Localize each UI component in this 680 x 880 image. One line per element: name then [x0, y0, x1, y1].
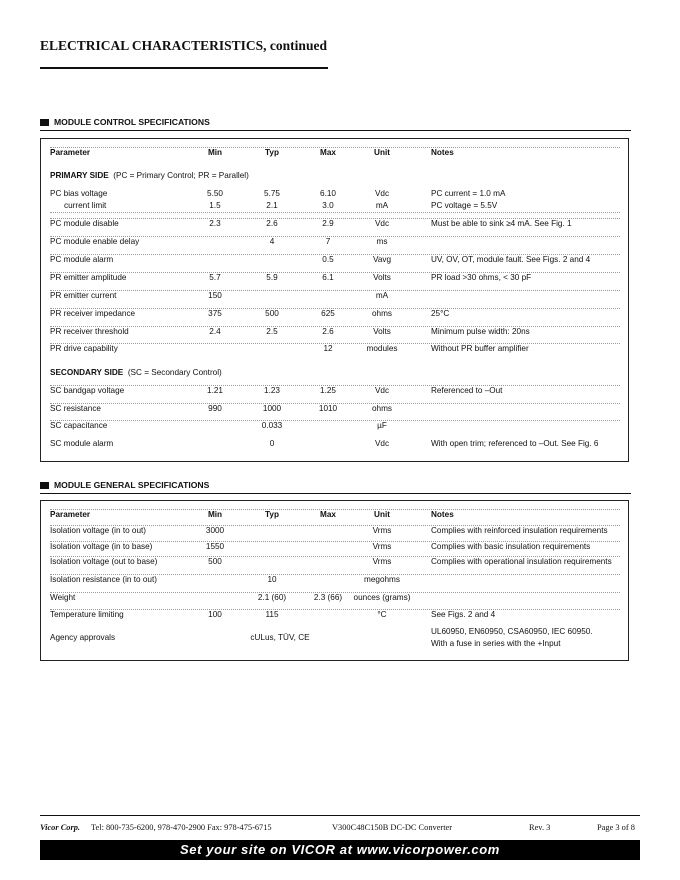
param-cell: Weight — [50, 593, 76, 602]
title-underline — [40, 67, 328, 69]
unit-cell: mA — [375, 201, 389, 210]
notes-cell: PR load >30 ohms, < 30 pF — [431, 273, 532, 282]
unit-cell: Vrms — [372, 542, 392, 551]
unit-cell: Vdc — [374, 439, 390, 448]
typ-cell: 10 — [267, 575, 277, 584]
min-cell: 1.21 — [207, 386, 223, 395]
control-spec-table — [40, 138, 629, 462]
control-section-title: MODULE CONTROL SPECIFICATIONS — [54, 117, 210, 127]
typ-cell: 1.23 — [264, 386, 280, 395]
min-cell: 990 — [208, 404, 222, 413]
general-section-rule — [40, 493, 631, 494]
unit-cell: Vdc — [374, 386, 390, 395]
col-header-notes: Notes — [431, 510, 454, 519]
typ-cell: 2.1 (60) — [257, 593, 287, 602]
unit-cell: Volts — [373, 273, 391, 282]
col-header-unit: Unit — [374, 510, 390, 519]
table-row — [50, 290, 620, 300]
col-header-min: Min — [207, 148, 223, 157]
unit-cell: modules — [366, 344, 398, 353]
notes-cell: With open trim; referenced to –Out. See Fig. 6 — [431, 439, 599, 448]
unit-cell: ohms — [371, 404, 393, 413]
unit-cell: Vrms — [372, 526, 392, 535]
notes-cell: UV, OV, OT, module fault. See Figs. 2 and 4 — [431, 255, 591, 264]
col-header-typ: Typ — [265, 510, 279, 519]
typ-cell: 115 — [265, 610, 279, 619]
max-cell: 7 — [325, 237, 331, 246]
max-cell: 1010 — [318, 404, 338, 413]
col-header-max: Max — [320, 510, 336, 519]
table-row — [50, 343, 620, 353]
footer-revision: Rev. 3 — [529, 823, 551, 832]
col-header-max: Max — [320, 148, 336, 157]
secondary-side-description: (SC = Secondary Control) — [127, 368, 222, 377]
general-section-title: MODULE GENERAL SPECIFICATIONS — [54, 480, 210, 490]
min-cell: 3000 — [205, 526, 225, 535]
table-row — [50, 326, 620, 336]
notes-cell: PC voltage = 5.5V — [431, 201, 498, 210]
notes-cell: PC current = 1.0 mA — [431, 189, 506, 198]
unit-cell: Vavg — [372, 255, 392, 264]
param-cell: PR receiver impedance — [50, 309, 136, 318]
table-row — [50, 574, 620, 584]
unit-cell: Vdc — [374, 219, 390, 228]
table-row — [50, 525, 620, 535]
param-cell: Temperature limiting — [50, 610, 124, 619]
unit-cell: ounces (grams) — [353, 593, 411, 602]
notes-cell: Without PR buffer amplifier — [431, 344, 529, 353]
param-cell: SC resistance — [50, 404, 101, 413]
general-spec-table — [40, 500, 629, 661]
control-section-heading — [40, 115, 210, 129]
max-cell: 625 — [321, 309, 335, 318]
min-cell: 2.3 — [209, 219, 221, 228]
footer-page-number: Page 3 of 8 — [597, 823, 635, 832]
min-cell: 1550 — [205, 542, 225, 551]
min-cell: 100 — [208, 610, 222, 619]
primary-side-description: (PC = Primary Control; PR = Parallel) — [113, 171, 249, 180]
unit-cell: Volts — [373, 327, 391, 336]
footer-contact: Tel: 800-735-6200, 978-470-2900 Fax: 978-475-6715 — [91, 823, 272, 832]
control-section-rule — [40, 130, 631, 131]
param-cell: current limit — [64, 201, 107, 210]
typ-cell: 2.6 — [266, 219, 278, 228]
table-row — [50, 236, 620, 246]
typ-cell: 2.1 — [266, 201, 278, 210]
table-row — [50, 556, 620, 566]
param-cell: PC module disable — [50, 219, 119, 228]
table-row — [50, 626, 620, 650]
secondary-side-label: SECONDARY SIDE — [50, 368, 124, 377]
param-cell: Isolation voltage (out to base) — [50, 557, 158, 566]
table-row — [50, 188, 620, 213]
typ-cell: 0 — [269, 439, 275, 448]
notes-cell: Referenced to –Out — [431, 386, 503, 395]
max-cell: 2.3 (66) — [313, 593, 343, 602]
min-cell: 5.50 — [207, 189, 223, 198]
col-header-parameter: Parameter — [50, 510, 91, 519]
notes-cell: Must be able to sink ≥4 mA. See Fig. 1 — [431, 219, 572, 228]
max-cell: 6.10 — [320, 189, 336, 198]
footer-rule — [40, 815, 640, 816]
max-cell: 3.0 — [322, 201, 334, 210]
table-row — [50, 420, 620, 430]
max-cell: 0.5 — [322, 255, 334, 264]
table-row — [50, 592, 620, 602]
notes-cell: Complies with operational insulation requirements — [431, 557, 612, 566]
typ-cell: 5.9 — [266, 273, 278, 282]
typ-cell: 1000 — [262, 404, 282, 413]
param-cell: PR emitter amplitude — [50, 273, 127, 282]
param-cell: SC bandgap voltage — [50, 386, 125, 395]
unit-cell: ms — [376, 237, 388, 246]
max-cell: 12 — [323, 344, 333, 353]
square-bullet-icon — [40, 119, 49, 126]
min-cell: 1.5 — [209, 201, 221, 210]
max-cell: 2.9 — [322, 219, 334, 228]
notes-cell: Minimum pulse width: 20ns — [431, 327, 530, 336]
param-cell: Isolation voltage (in to out) — [50, 526, 147, 535]
typ-cell: 0.033 — [261, 421, 283, 430]
unit-cell: megohms — [364, 575, 400, 584]
col-header-notes: Notes — [431, 148, 454, 157]
table-row — [50, 272, 620, 282]
param-cell: Isolation voltage (in to base) — [50, 542, 153, 551]
typ-cell: 5.75 — [264, 189, 280, 198]
param-cell: PC module alarm — [50, 255, 114, 264]
min-cell: 2.4 — [209, 327, 221, 336]
typ-cell: 500 — [265, 309, 279, 318]
table-header-row — [50, 147, 620, 157]
param-cell: PC module enable delay — [50, 237, 140, 246]
square-bullet-icon — [40, 482, 49, 489]
param-cell: PR receiver threshold — [50, 327, 129, 336]
min-cell: 500 — [208, 557, 222, 566]
max-cell: 2.6 — [322, 327, 334, 336]
typ-cell: 4 — [269, 237, 275, 246]
table-row — [50, 218, 620, 228]
table-header-row — [50, 509, 620, 519]
param-cell: PC bias voltage — [50, 189, 108, 198]
param-cell: PR drive capability — [50, 344, 118, 353]
col-header-unit: Unit — [374, 148, 390, 157]
min-cell: 5.7 — [209, 273, 221, 282]
typ-cell: cULus, TÜV, CE — [250, 633, 310, 642]
unit-cell: mA — [375, 291, 389, 300]
table-row — [50, 609, 620, 619]
general-section-heading — [40, 478, 209, 492]
col-header-min: Min — [207, 510, 223, 519]
min-cell: 375 — [208, 309, 222, 318]
footer-product: V300C48C150B DC-DC Converter — [332, 823, 453, 832]
max-cell: 1.25 — [320, 386, 336, 395]
param-cell: Isolation resistance (in to out) — [50, 575, 157, 584]
footer-company — [40, 823, 80, 832]
unit-cell: ohms — [371, 309, 393, 318]
company-name: Vicor Corp. — [40, 823, 81, 832]
param-cell: Agency approvals — [50, 633, 116, 642]
secondary-side-group-label — [50, 367, 222, 379]
max-cell: 6.1 — [322, 273, 334, 282]
notes-cell: Complies with reinforced insulation requirements — [431, 526, 608, 535]
notes-cell: With a fuse in series with the +Input — [431, 639, 561, 648]
unit-cell: °C — [377, 610, 387, 619]
param-cell: SC capacitance — [50, 421, 108, 430]
table-row — [50, 403, 620, 413]
col-header-parameter: Parameter — [50, 148, 91, 157]
primary-side-group-label — [50, 170, 249, 182]
table-row — [50, 254, 620, 264]
page-title: ELECTRICAL CHARACTERISTICS, continued — [40, 38, 327, 53]
unit-cell: µF — [377, 421, 387, 430]
param-cell: PR emitter current — [50, 291, 117, 300]
param-cell: SC module alarm — [50, 439, 114, 448]
table-row — [50, 308, 620, 318]
unit-cell: Vrms — [372, 557, 392, 566]
min-cell: 150 — [208, 291, 222, 300]
col-header-typ: Typ — [265, 148, 279, 157]
typ-cell: 2.5 — [266, 327, 278, 336]
unit-cell: Vdc — [374, 189, 390, 198]
notes-cell: See Figs. 2 and 4 — [431, 610, 496, 619]
website-banner[interactable]: Set your site on VICOR at www.vicorpower.com — [40, 840, 640, 860]
table-row — [50, 385, 620, 395]
primary-side-label: PRIMARY SIDE — [50, 171, 109, 180]
notes-cell: UL60950, EN60950, CSA60950, IEC 60950. — [431, 627, 593, 636]
notes-cell: Complies with basic insulation requirements — [431, 542, 591, 551]
notes-cell: 25°C — [431, 309, 450, 318]
table-row — [50, 541, 620, 551]
